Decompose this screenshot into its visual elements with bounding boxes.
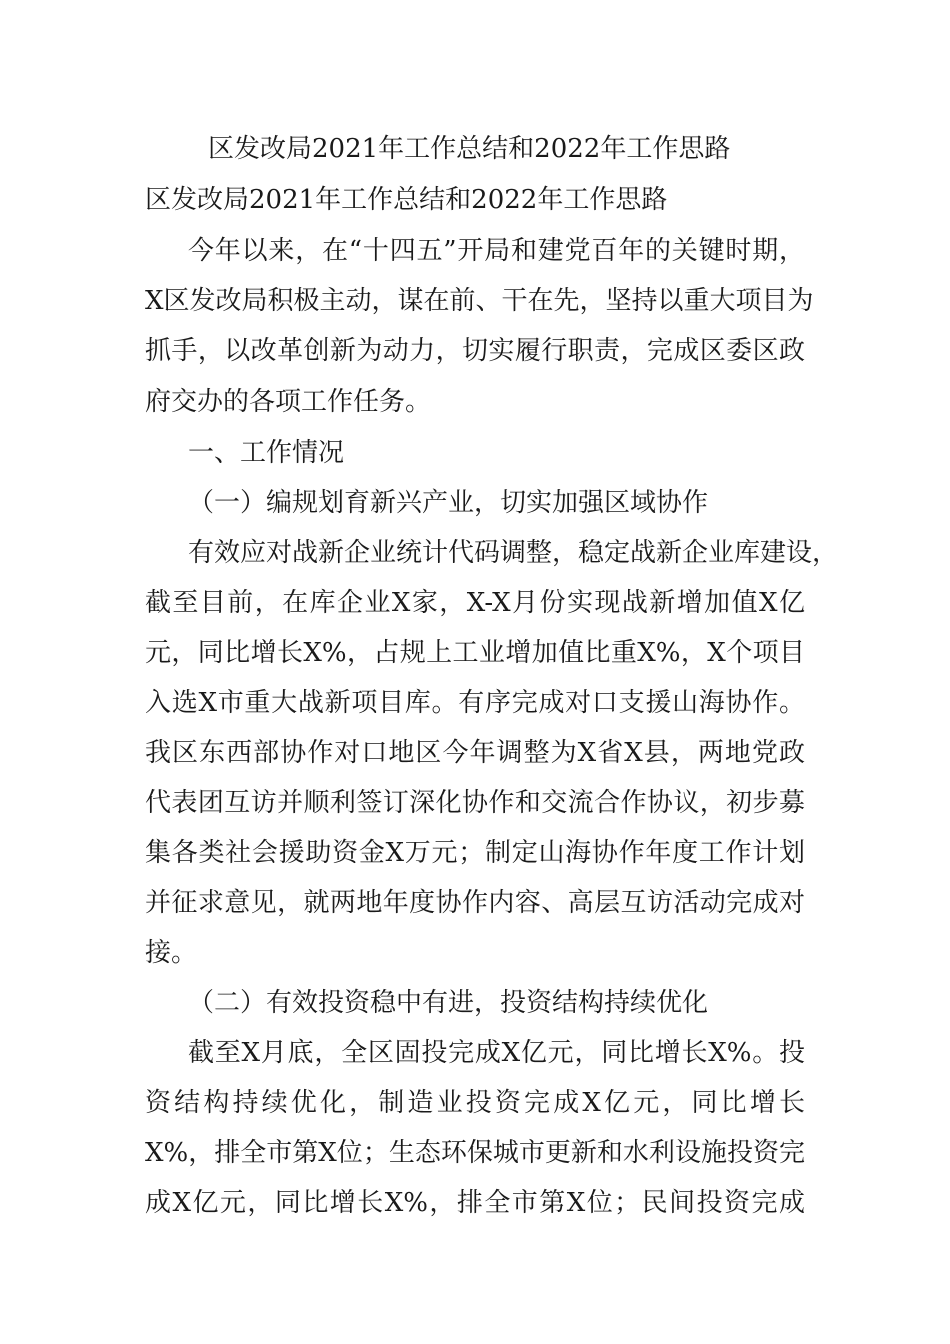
para-one-line-4: 入选X市重大战新项目库。有序完成对口支援山海协作。 bbox=[145, 688, 805, 718]
intro-line-4: 府交办的各项工作任务。 bbox=[145, 387, 432, 417]
para-one-line-5: 我区东西部协作对口地区今年调整为X省X县，两地党政 bbox=[145, 738, 805, 768]
para-two-line-3: X%，排全市第X位；生态环保城市更新和水利设施投资完 bbox=[145, 1138, 805, 1168]
para-one-line-2: 截至目前，在库企业X家，X-X月份实现战新增加值X亿 bbox=[145, 588, 805, 618]
intro-line-2: X区发改局积极主动，谋在前、干在先，坚持以重大项目为 bbox=[145, 286, 814, 316]
para-one-line-9: 接。 bbox=[145, 938, 198, 968]
para-two-line-1: 截至X月底，全区固投完成X亿元，同比增长X%。投 bbox=[188, 1038, 805, 1068]
para-one-line-7: 集各类社会援助资金X万元；制定山海协作年度工作计划 bbox=[145, 838, 805, 868]
para-one-line-6: 代表团互访并顺利签订深化协作和交流合作协议，初步募 bbox=[145, 788, 805, 818]
intro-line-3: 抓手，以改革创新为动力，切实履行职责，完成区委区政 bbox=[145, 336, 805, 366]
para-one-line-3: 元，同比增长X%，占规上工业增加值比重X%，X个项目 bbox=[145, 638, 805, 668]
para-one-line-8: 并征求意见，就两地年度协作内容、高层互访活动完成对 bbox=[145, 888, 805, 918]
section-heading-work-status: 一、工作情况 bbox=[188, 438, 345, 468]
intro-line-1: 今年以来，在“十四五”开局和建党百年的关键时期， bbox=[188, 236, 805, 266]
subsection-heading-2: （二）有效投资稳中有进，投资结构持续优化 bbox=[188, 988, 709, 1018]
subsection-heading-1: （一）编规划育新兴产业，切实加强区域协作 bbox=[188, 488, 709, 518]
document-title: 区发改局2021年工作总结和2022年工作思路 bbox=[208, 134, 731, 164]
para-two-line-4: 成X亿元，同比增长X%，排全市第X位；民间投资完成 bbox=[145, 1188, 805, 1218]
document-subtitle: 区发改局2021年工作总结和2022年工作思路 bbox=[145, 185, 668, 215]
para-two-line-2: 资结构持续优化，制造业投资完成X亿元，同比增长 bbox=[145, 1088, 805, 1118]
para-one-line-1: 有效应对战新企业统计代码调整，稳定战新企业库建设， bbox=[188, 538, 839, 568]
